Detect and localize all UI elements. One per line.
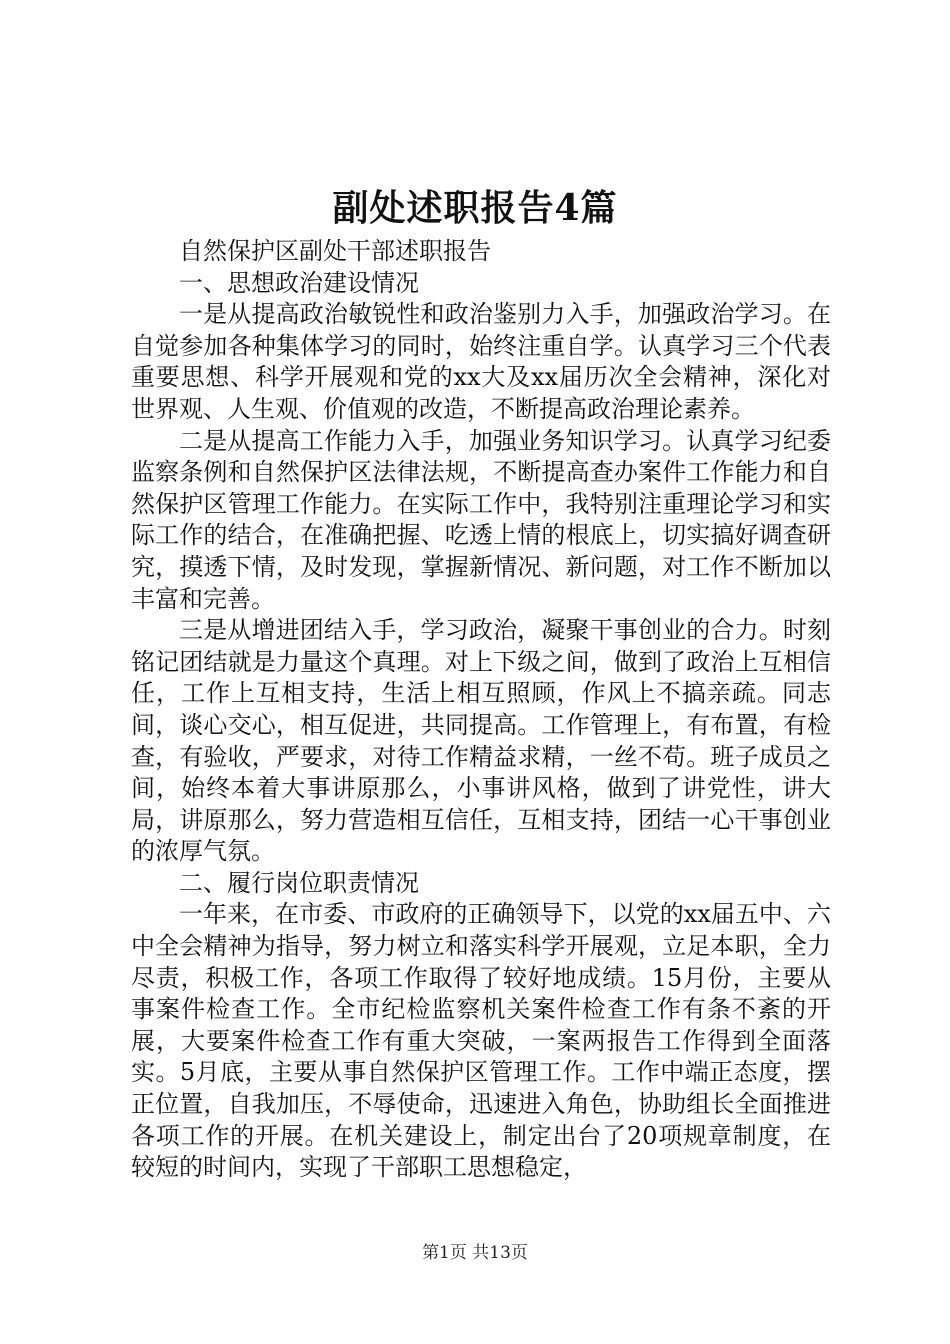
paragraph-2: 二是从提高工作能力入手，加强业务知识学习。认真学习纪委监察条例和自然保护区法律法规，不断提高查办案件工作能力和自然保护区管理工作能力。在实际工作中，我特别注重理论学习和实际工作的结合，在准确把握、吃透上情的根底上，切实搞好调查研究，摸透下情，及时发现，掌握新情况、新问题，对工作不断加以丰富和完善。 <box>131 426 831 613</box>
paragraph-4: 一年来，在市委、市政府的正确领导下，以党的xx届五中、六中全会精神为指导，努力树立和落实科学开展观，立足本职，全力尽责，积极工作，各项工作取得了较好地成绩。15月份，主要从事案件检查工作。全市纪检监察机关案件检查工作有条不紊的开展，大要案件检查工作有重大突破，一案两报告工作得到全面落实。5月底，主要从事自然保护区管理工作。工作中端正态度，摆正位置，自我加压，不辱使命，迅速进入角色，协助组长全面推进各项工作的开展。在机关建设上，制定出台了20项规章制度，在较短的时间内，实现了干部职工思想稳定， <box>131 900 831 1182</box>
page-footer: 第1页 共13页 <box>422 1243 528 1263</box>
section-heading-2: 二、履行岗位职责情况 <box>179 868 419 897</box>
section-heading-1: 一、思想政治建设情况 <box>179 268 419 297</box>
paragraph-1: 一是从提高政治敏锐性和政治鉴别力入手，加强政治学习。在自觉参加各种集体学习的同时，始终注重自学。认真学习三个代表重要思想、科学开展观和党的xx大及xx届历次全会精神，深化对世界观、人生观、价值观的改造，不断提高政治理论素养。 <box>131 300 831 423</box>
document-body <box>131 236 831 1184</box>
document-title: 副处述职报告4篇 <box>332 187 618 229</box>
paragraph-subtitle: 自然保护区副处干部述职报告 <box>179 237 491 265</box>
paragraph-3: 三是从增进团结入手，学习政治，凝聚干事创业的合力。时刻铭记团结就是力量这个真理。对上下级之间，做到了政治上互相信任，工作上互相支持，生活上相互照顾，作风上不搞亲疏。同志间，谈心交心，相互促进，共同提高。工作管理上，有布置，有检查，有验收，严要求，对待工作精益求精，一丝不苟。班子成员之间，始终本着大事讲原那么，小事讲风格，做到了讲党性，讲大局，讲原那么，努力营造相互信任，互相支持，团结一心干事创业的浓厚气氛。 <box>131 616 831 866</box>
